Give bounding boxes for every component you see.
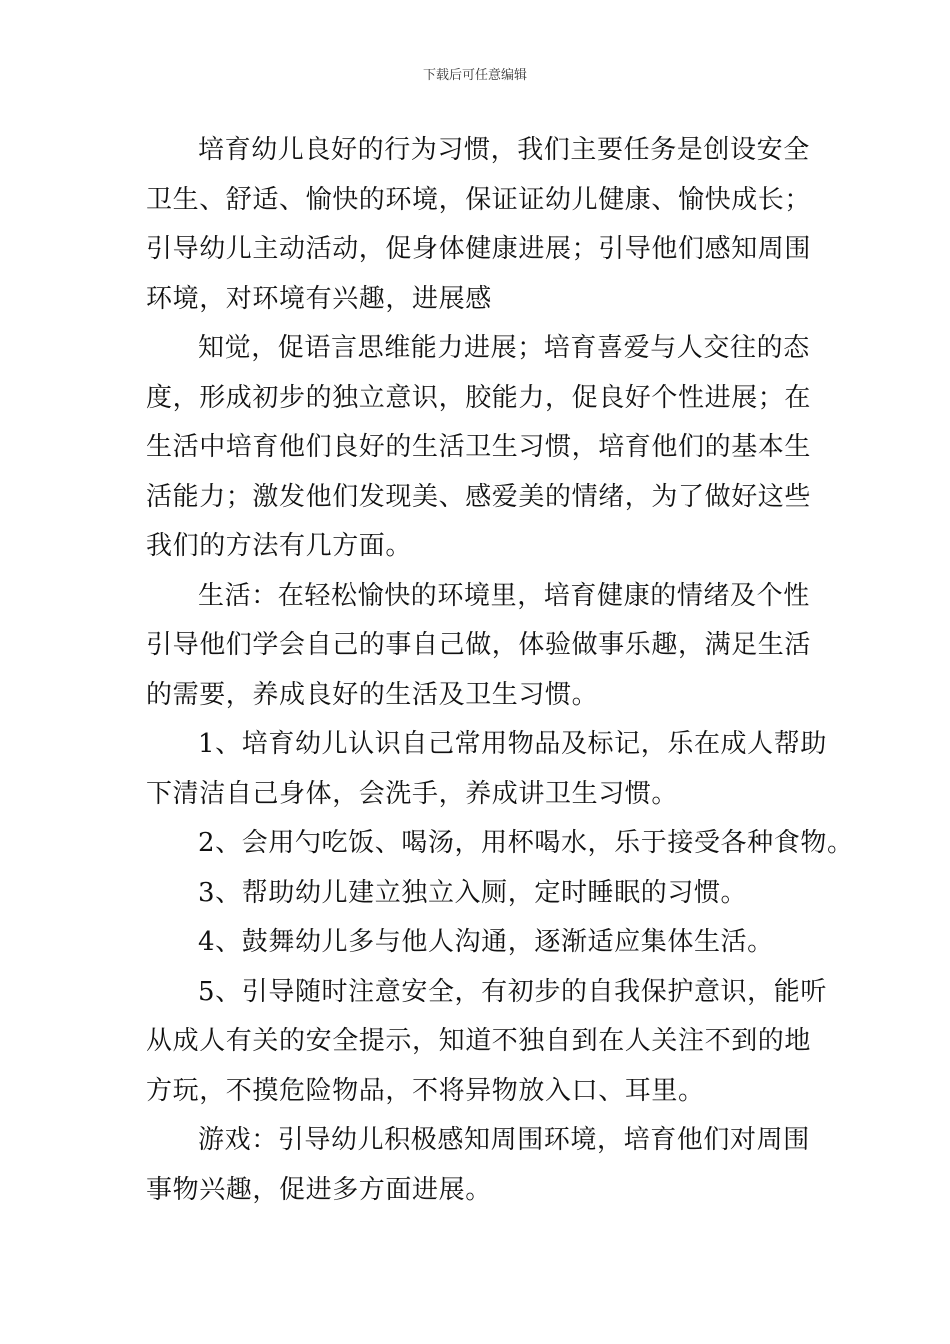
text-line: 游戏：引导幼儿积极感知周围环境，培育他们对周围 bbox=[198, 1125, 810, 1155]
text-line: 度，形成初步的独立意识，胶能力，促良好个性进展；在 bbox=[146, 382, 812, 413]
text-line: 方玩，不摸危险物品，不将异物放入口、耳里。 bbox=[146, 1075, 705, 1106]
text-line: 4、鼓舞幼儿多与他人沟通，逐渐适应集体生活。 bbox=[198, 927, 774, 957]
page-header: 下载后可任意编辑 bbox=[422, 68, 527, 83]
text-line: 的需要，养成良好的生活及卫生习惯。 bbox=[146, 679, 599, 710]
text-line: 事物兴趣，促进多方面进展。 bbox=[146, 1174, 492, 1205]
text-line: 活能力；激发他们发现美、感爱美的情绪，为了做好这些 bbox=[146, 481, 812, 512]
text-line: 1、培育幼儿认识自己常用物品及标记，乐在成人帮助 bbox=[198, 729, 827, 759]
text-line: 3、帮助幼儿建立独立入厕，定时睡眠的习惯。 bbox=[198, 877, 748, 908]
text-line: 我们的方法有几方面。 bbox=[146, 531, 413, 561]
text-line: 5、引导随时注意安全，有初步的自我保护意识，能听 bbox=[198, 976, 827, 1007]
text-line: 下清洁自己身体，会洗手，养成讲卫生习惯。 bbox=[146, 778, 679, 809]
text-line: 环境，对环境有兴趣，进展感 bbox=[146, 283, 492, 314]
text-line: 培育幼儿良好的行为习惯，我们主要任务是创设安全 bbox=[198, 135, 810, 165]
text-line: 卫生、舒适、愉快的环境，保证证幼儿健康、愉快成长； bbox=[146, 184, 812, 215]
text-line: 2、会用勺吃饭、喝汤，用杯喝水，乐于接受各种食物。 bbox=[198, 828, 854, 858]
text-line: 引导他们学会自己的事自己做，体验做事乐趣，满足生活 bbox=[146, 630, 812, 660]
document-body bbox=[146, 126, 854, 1215]
text-line: 从成人有关的安全提示，知道不独自到在人关注不到的地 bbox=[146, 1026, 812, 1056]
text-line: 生活中培育他们良好的生活卫生习惯，培育他们的基本生 bbox=[146, 432, 812, 462]
text-line: 知觉，促语言思维能力进展；培育喜爱与人交往的态 bbox=[198, 333, 810, 363]
text-line: 生活：在轻松愉快的环境里，培育健康的情绪及个性 bbox=[198, 580, 810, 611]
text-line: 引导幼儿主动活动，促身体健康进展；引导他们感知周围 bbox=[146, 234, 812, 264]
